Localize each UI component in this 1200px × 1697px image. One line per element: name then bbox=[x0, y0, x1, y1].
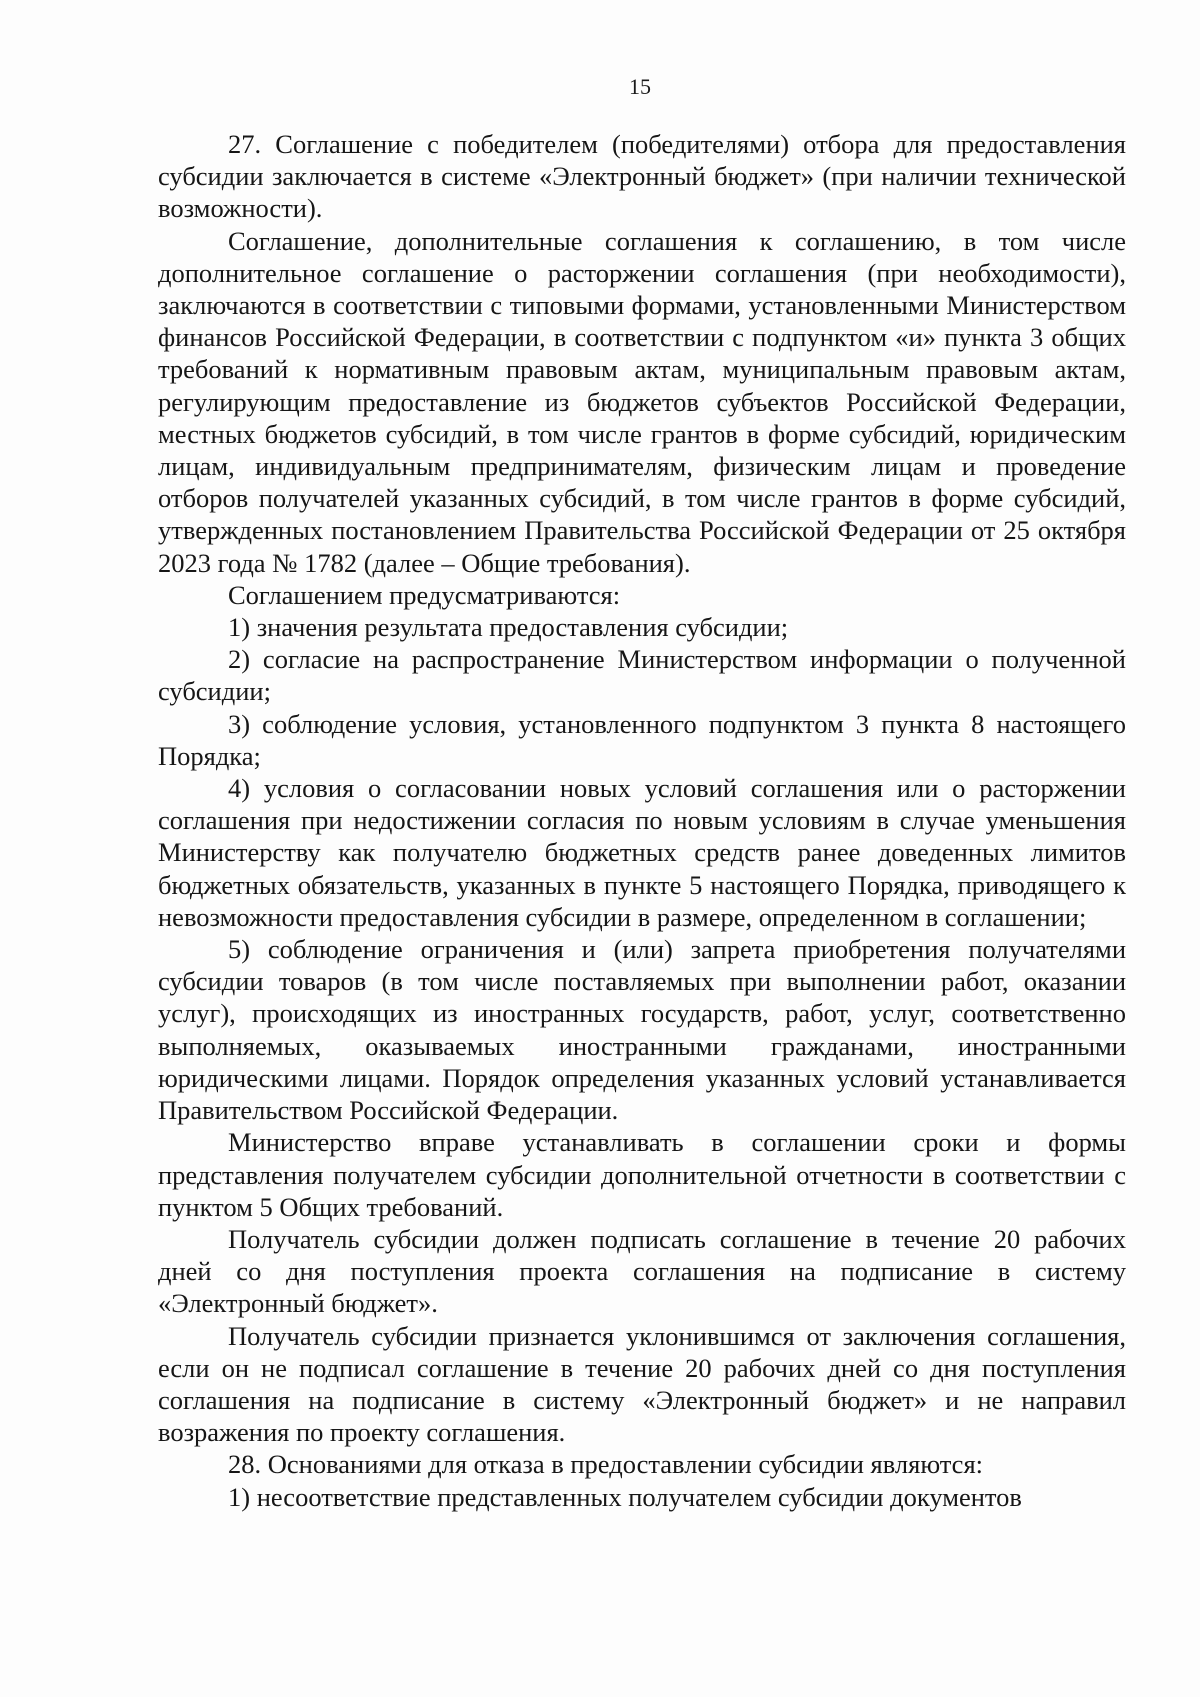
paragraph-agreement-forms: Соглашение, дополнительные соглашения к соглашению, в том числе дополнительное соглашение о расторжении соглашения (при необходимости), заключаются в соответствии с типовыми формами, установленными Министерством финансов Российской Федерации, в соответствии с подпунктом «и» пункта 3 общих требований к нормативным правовым актам, муниципальным правовым актам, регулирующим предоставление из бюджетов субъектов Российской Федерации, местных бюджетов субсидий, в том числе грантов в форме субсидий, юридическим лицам, индивидуальным предпринимателям, физическим лицам и проведение отборов получателей указанных субсидий, в том числе грантов в форме субсидий, утвержденных постановлением Правительства Российской Федерации от 25 октября 2023 года № 1782 (далее – Общие требования). bbox=[158, 225, 1126, 578]
paragraph-agreement-provides: Соглашением предусматриваются: bbox=[228, 579, 621, 610]
list-item-1: 1) значения результата предоставления субсидии; bbox=[228, 612, 789, 643]
paragraph-27: 27. Соглашение с победителем (победителями) отбора для предоставления субсидии заключается в системе «Электронный бюджет» (при наличии технической возможности). bbox=[158, 129, 1126, 224]
paragraph-evasion: Получатель субсидии признается уклонившимся от заключения соглашения, если он не подписал соглашение в течение 20 рабочих дней со дня поступления соглашения на подписание в систему «Электронный бюджет» и не направил возражения по проекту соглашения. bbox=[158, 1320, 1126, 1448]
paragraph-28: 28. Основаниями для отказа в предоставлении субсидии являются: bbox=[228, 1449, 983, 1480]
paragraph-reporting: Министерство вправе устанавливать в соглашении сроки и формы представления получателем субсидии дополнительной отчетности в соответствии с пунктом 5 Общих требований. bbox=[158, 1127, 1126, 1222]
list-item-3: 3) соблюдение условия, установленного подпунктом 3 пункта 8 настоящего Порядка; bbox=[158, 708, 1126, 771]
list-item-4: 4) условия о согласовании новых условий соглашения или о расторжении соглашения при недостижении согласия по новым условиям в случае уменьшения Министерству как получателю бюджетных средств ранее доведенных лимитов бюджетных обязательств, указанных в пункте 5 настоящего Порядка, приводящего к невозможности предоставления субсидии в размере, определенном в соглашении; bbox=[158, 773, 1126, 932]
list-item-5: 5) соблюдение ограничения и (или) запрета приобретения получателями субсидии товаров (в том числе поставляемых при выполнении работ, оказании услуг), происходящих из иностранных государств, работ, услуг, соответственно выполняемых, оказываемых иностранными гражданами, иностранными юридическими лицами. Порядок определения указанных условий устанавливается Правительством Российской Федерации. bbox=[158, 934, 1126, 1126]
list-item-28-1: 1) несоответствие представленных получателем субсидии документов bbox=[228, 1481, 1022, 1512]
page-number: 15 bbox=[629, 74, 651, 99]
list-item-2: 2) согласие на распространение Министерством информации о полученной субсидии; bbox=[158, 644, 1126, 707]
document-body bbox=[158, 128, 1126, 1513]
paragraph-signing-deadline: Получатель субсидии должен подписать соглашение в течение 20 рабочих дней со дня поступления проекта соглашения на подписание в систему «Электронный бюджет». bbox=[158, 1223, 1126, 1319]
